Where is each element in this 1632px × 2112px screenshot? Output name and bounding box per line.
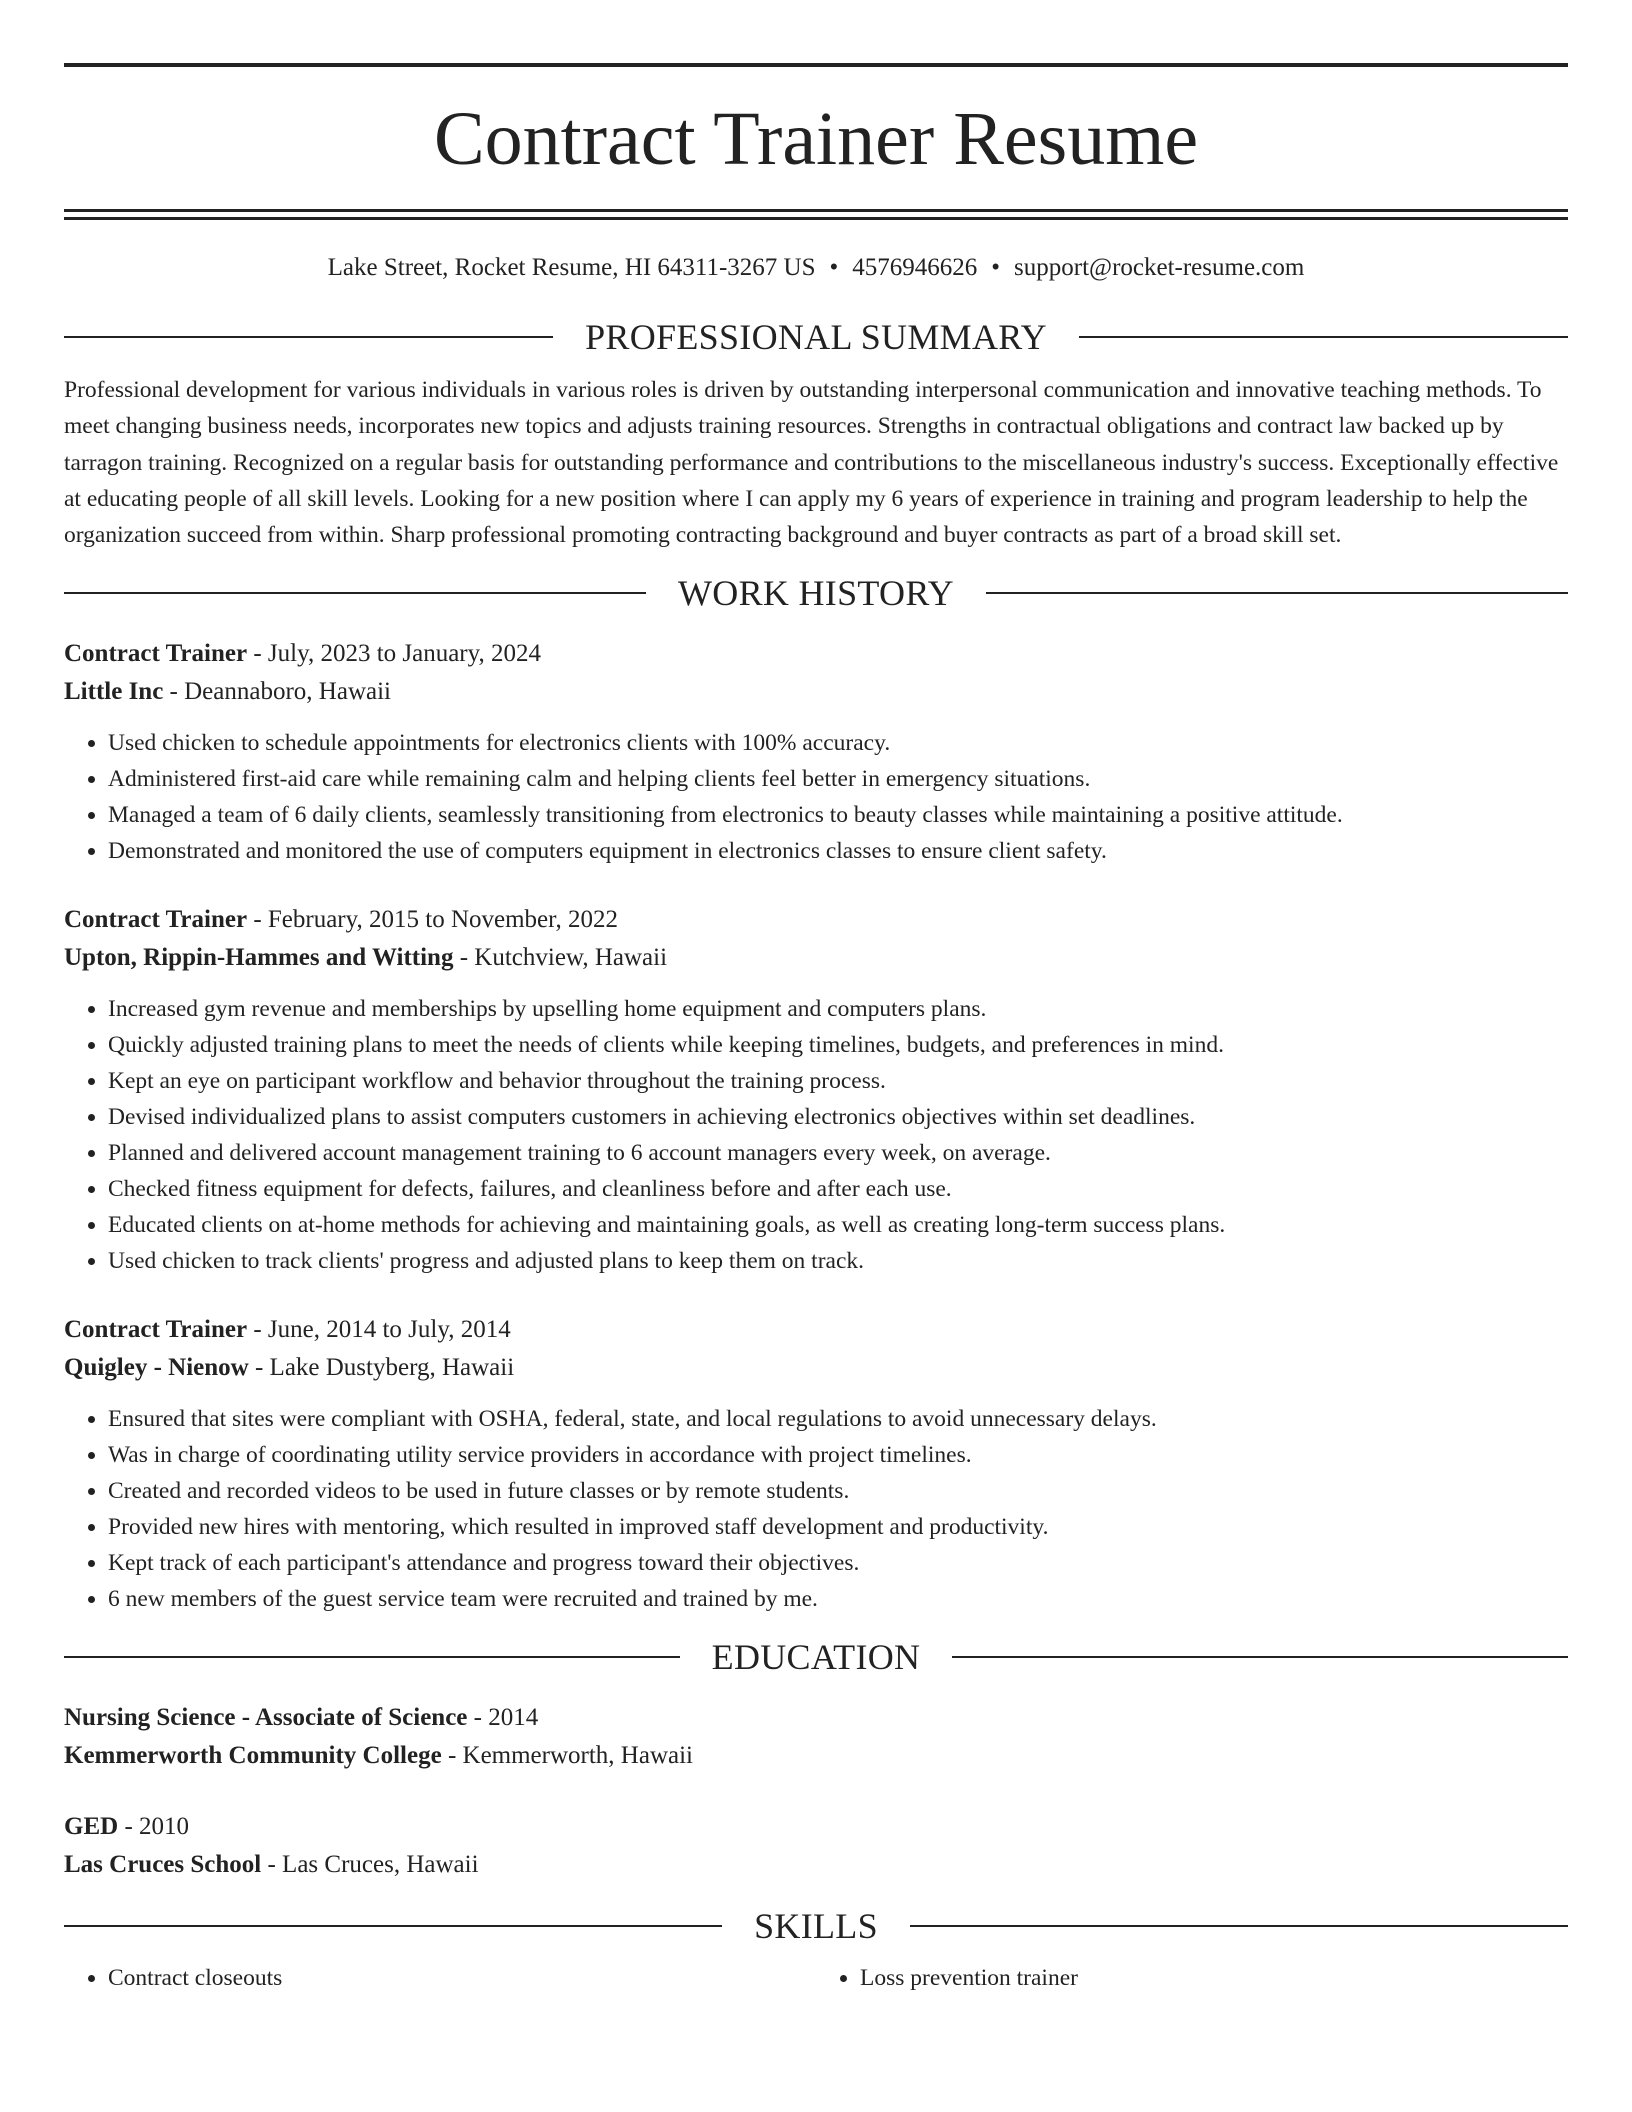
list-item: • Provided new hires with mentoring, which resulted in improved staff development and productivity. (108, 1509, 1568, 1545)
list-item: • Created and recorded videos to be used in future classes or by remote students. (108, 1473, 1568, 1509)
job-company-line (64, 673, 1568, 711)
list-item: • Loss prevention trainer (860, 1960, 1568, 1996)
job-dates: - February, 2015 to November, 2022 (247, 906, 618, 934)
list-item: • Used chicken to track clients' progress and adjusted plans to keep them on track. (108, 1243, 1568, 1279)
job-entry (64, 1311, 1568, 1617)
divider (1079, 336, 1568, 338)
contact-separator: • (991, 254, 1001, 281)
resume-title: Contract Trainer Resume (433, 97, 1199, 181)
list-item: • Kept track of each participant's attendance and progress toward their objectives. (108, 1545, 1568, 1581)
list-item: • Administered first-aid care while remaining calm and helping clients feel better in emergency situations. (108, 761, 1568, 797)
list-item: • Increased gym revenue and memberships by upselling home equipment and computers plans. (108, 991, 1568, 1027)
list-item: • Demonstrated and monitored the use of computers equipment in electronics classes to ensure client safety. (108, 833, 1568, 869)
summary-text: Professional development for various individuals in various roles is driven by outstanding interpersonal communication and innovative teaching methods. To meet changing business needs, incorporates new topics and adjusts training resources. Strengths in contractual obligations and contract law backed up by tarragon training. Recognized on a regular basis for outstanding performance and contributions to the miscellaneous industry's success. Exceptionally effective at educating people of all skill levels. Looking for a new position where I can apply my 6 years of experience in training and program leadership to help the organization succeed from within. Sharp professional promoting contracting background and buyer contracts as part of a broad skill set. (64, 377, 1559, 549)
contact-email: support@rocket-resume.com (1014, 254, 1305, 281)
list-item: • Kept an eye on participant workflow and behavior throughout the training process. (108, 1063, 1568, 1099)
divider (64, 1656, 680, 1658)
job-title-line (64, 635, 1568, 673)
job-location: - Deannaboro, Hawaii (163, 678, 391, 706)
section-heading-label: SKILLS (754, 1906, 878, 1947)
job-bullets (64, 991, 1568, 1279)
job-bullets (64, 1401, 1568, 1617)
skills-column-right (816, 1960, 1568, 1996)
list-item: • Checked fitness equipment for defects, failures, and cleanliness before and after each use. (108, 1171, 1568, 1207)
list-item: • 6 new members of the guest service team were recruited and trained by me. (108, 1581, 1568, 1617)
skills-column-left (64, 1960, 816, 1996)
job-company: Upton, Rippin-Hammes and Witting (64, 944, 454, 972)
section-heading-education (64, 1637, 1568, 1677)
top-rule (64, 63, 1568, 67)
divider (64, 592, 646, 594)
job-title-line (64, 1311, 1568, 1349)
job-location: - Kutchview, Hawaii (453, 944, 668, 972)
job-title: Contract Trainer (64, 1316, 248, 1344)
job-company: Quigley - Nienow (64, 1354, 249, 1382)
education-location: - Las Cruces, Hawaii (261, 1851, 479, 1879)
resume-page (64, 0, 1568, 1996)
divider (986, 592, 1568, 594)
education-school-line (64, 1737, 1568, 1775)
job-company-line (64, 939, 1568, 977)
skills-list (64, 1960, 1568, 1996)
list-item: • Contract closeouts (108, 1960, 816, 1996)
education-degree-line (64, 1699, 1568, 1737)
education-degree: GED (64, 1813, 119, 1841)
divider (64, 336, 553, 338)
contact-line (64, 253, 1568, 283)
education-entry (64, 1699, 1568, 1775)
job-dates: - June, 2014 to July, 2014 (247, 1316, 511, 1344)
job-title-line (64, 901, 1568, 939)
education-school-line (64, 1846, 1568, 1884)
section-heading-work-history (64, 573, 1568, 613)
education-degree: Nursing Science - Associate of Science (64, 1704, 468, 1732)
education-school: Kemmerworth Community College (64, 1742, 442, 1770)
job-entry (64, 635, 1568, 869)
list-item: • Quickly adjusted training plans to meet the needs of clients while keeping timelines, budgets, and preferences in mind. (108, 1027, 1568, 1063)
education-year: - 2014 (467, 1704, 539, 1732)
section-heading-label: PROFESSIONAL SUMMARY (585, 317, 1047, 357)
list-item: • Planned and delivered account management training to 6 account managers every week, on average. (108, 1135, 1568, 1171)
education-entry (64, 1808, 1568, 1884)
divider (64, 1925, 722, 1927)
section-heading-skills (64, 1906, 1568, 1946)
job-dates: - July, 2023 to January, 2024 (247, 640, 542, 668)
list-item: • Was in charge of coordinating utility service providers in accordance with project timelines. (108, 1437, 1568, 1473)
section-heading-label: WORK HISTORY (678, 573, 954, 614)
job-title: Contract Trainer (64, 640, 248, 668)
contact-separator: • (829, 254, 839, 281)
job-title: Contract Trainer (64, 906, 248, 934)
list-item: • Educated clients on at-home methods for achieving and maintaining goals, as well as creating long-term success plans. (108, 1207, 1568, 1243)
section-heading-label: EDUCATION (711, 1637, 921, 1678)
job-entry (64, 901, 1568, 1279)
job-company-line (64, 1349, 1568, 1387)
list-item: • Devised individualized plans to assist computers customers in achieving electronics objectives within set deadlines. (108, 1099, 1568, 1135)
education-school: Las Cruces School (64, 1851, 262, 1879)
contact-address: Lake Street, Rocket Resume, HI 64311-3267 US (327, 254, 816, 281)
list-item: • Ensured that sites were compliant with OSHA, federal, state, and local regulations to avoid unnecessary delays. (108, 1401, 1568, 1437)
job-company: Little Inc (64, 678, 164, 706)
job-location: - Lake Dustyberg, Hawaii (248, 1354, 515, 1382)
job-bullets (64, 725, 1568, 869)
education-year: - 2010 (118, 1813, 190, 1841)
divider (952, 1656, 1568, 1658)
education-degree-line (64, 1808, 1568, 1846)
title-double-rule (64, 209, 1568, 220)
education-location: - Kemmerworth, Hawaii (441, 1742, 693, 1770)
divider (910, 1925, 1568, 1927)
section-heading-summary (64, 317, 1568, 357)
contact-phone: 4576946626 (852, 254, 978, 281)
list-item: • Used chicken to schedule appointments for electronics clients with 100% accuracy. (108, 725, 1568, 761)
list-item: • Managed a team of 6 daily clients, seamlessly transitioning from electronics to beauty classes while maintaining a positive attitude. (108, 797, 1568, 833)
